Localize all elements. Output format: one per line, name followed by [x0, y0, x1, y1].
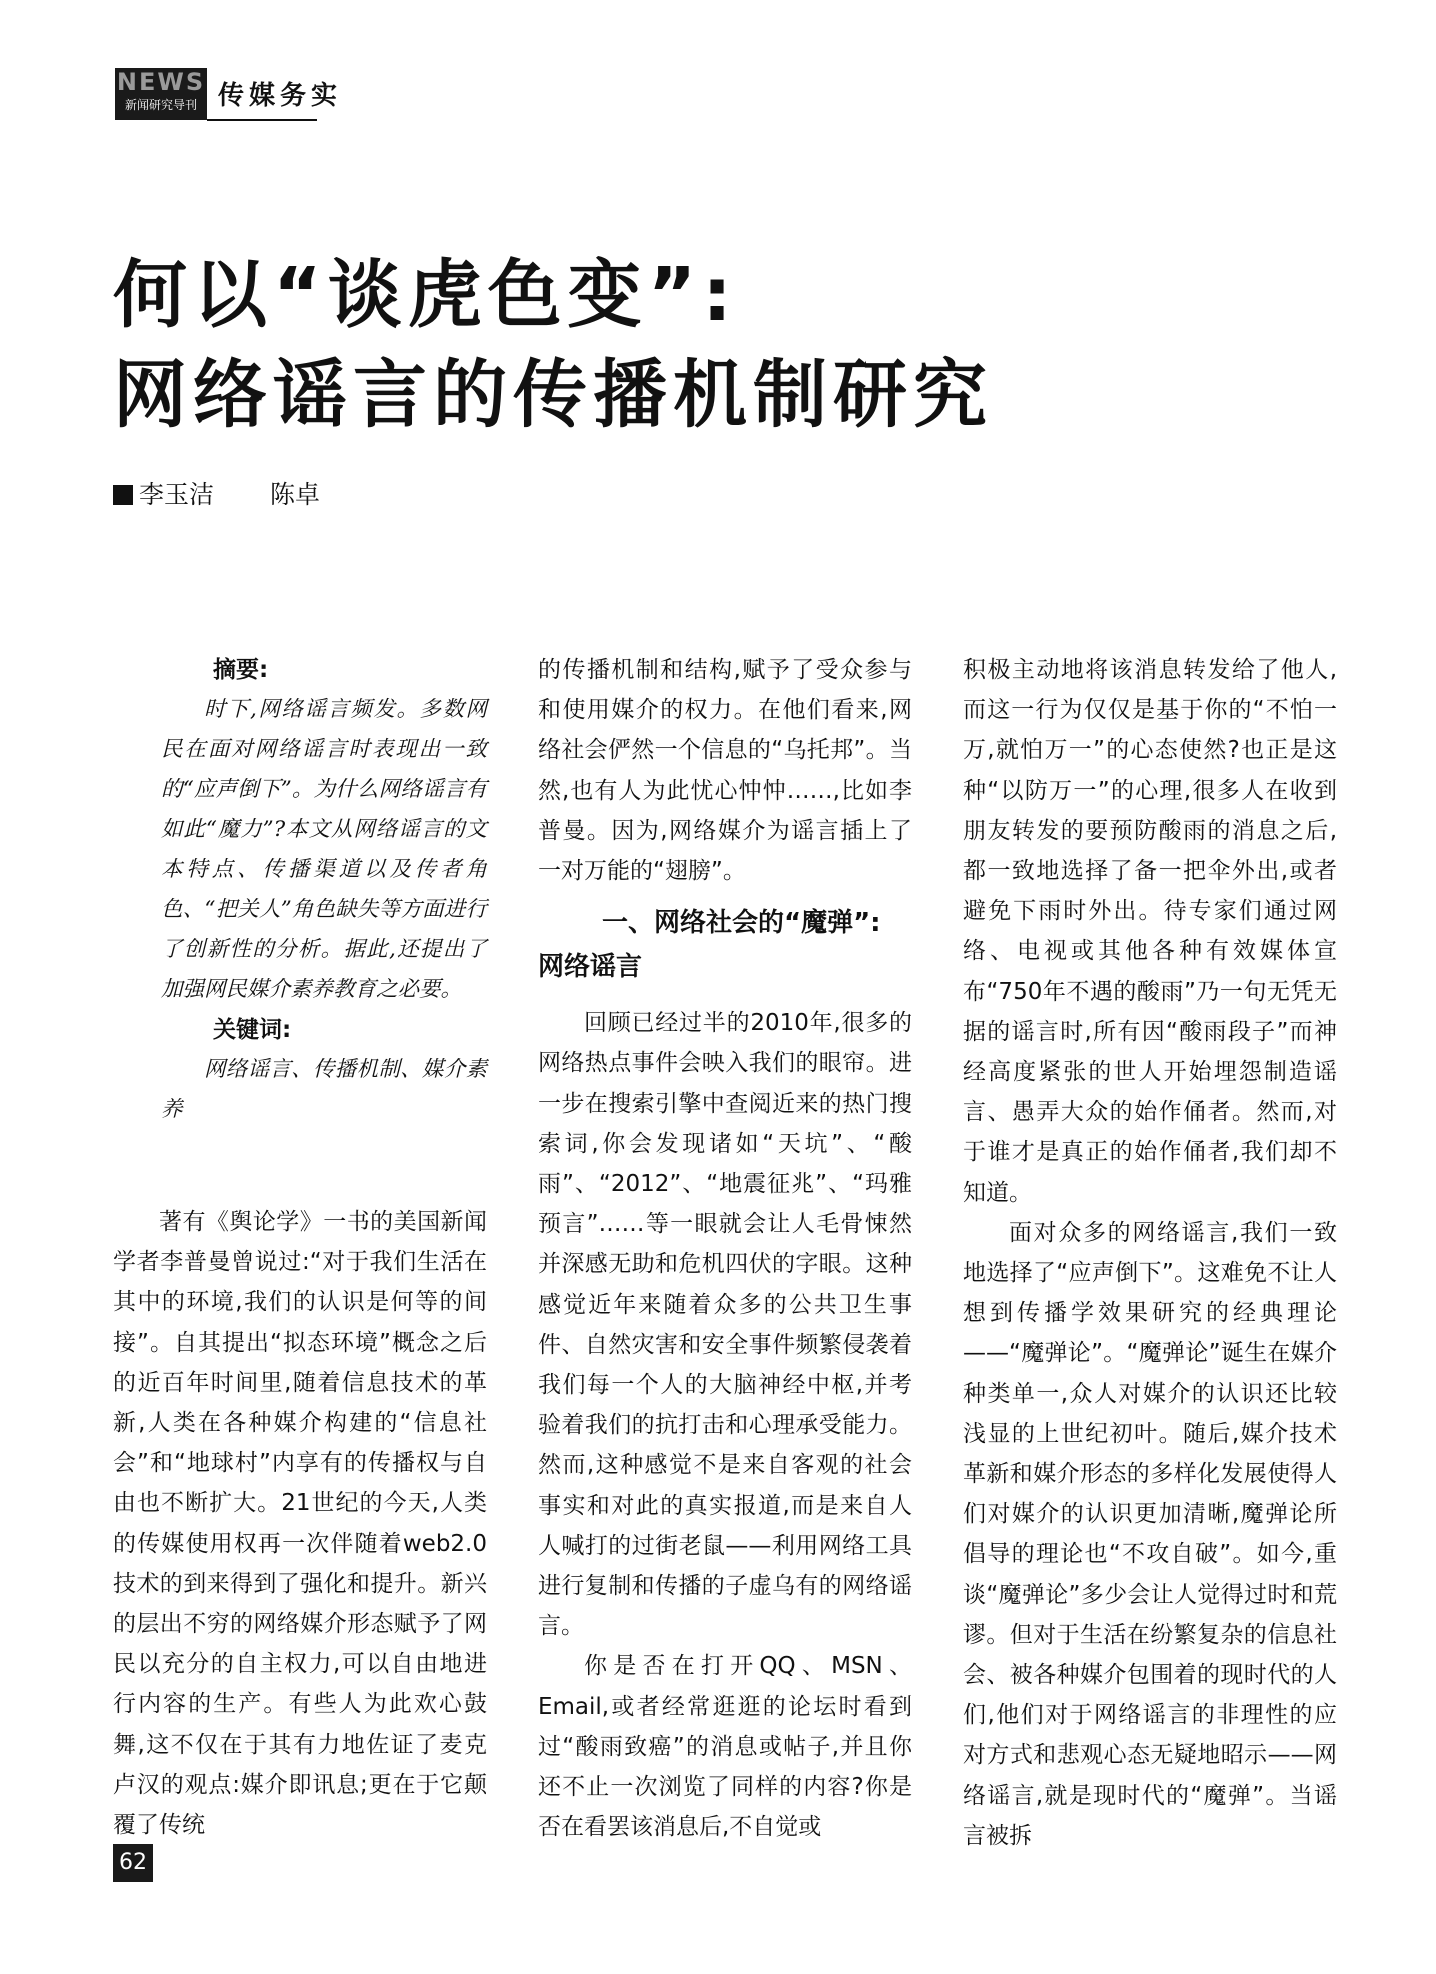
article-title	[113, 245, 993, 445]
section-1-title-line-1: 一、网络社会的“魔弹”:	[602, 908, 881, 939]
abstract-body: 时下,网络谣言频发。多数网民在面对网络谣言时表现出一致的“应声倒下”。为什么网络谣言有如此“魔力”?本文从网络谣言的文本特点、传播渠道以及传者角色、“把关人”角色缺失等方面进行了创新性的分析。据此,还提出了加强网民媒介素养教育之必要。	[161, 697, 487, 1002]
paragraph-5: 积极主动地将该消息转发给了他人,而这一行为仅仅是基于你的“不怕一万,就怕万一”的心态使然?也正是这种“以防万一”的心理,很多人在收到朋友转发的要预防酸雨的消息之后,都一致地选择了备一把伞外出,或者避免下雨时外出。待专家们通过网络、电视或其他各种有效媒体宣布“750年不遇的酸雨”乃一句无凭无据的谣言时,所有因“酸雨段子”而神经高度紧张的世人开始埋怨制造谣言、愚弄大众的始作俑者。然而,对于谁才是真正的始作俑者,我们却不知道。	[963, 657, 1337, 1206]
journal-logo	[115, 68, 207, 120]
title-line-1: 何以“谈虎色变”:	[113, 252, 738, 338]
title-line-2: 网络谣言的传播机制研究	[113, 352, 993, 438]
column-3	[963, 650, 1337, 1856]
section-1-heading	[538, 901, 912, 989]
page-number: 62	[113, 1844, 153, 1882]
logo-english: NEWS	[116, 68, 206, 96]
author-bullet-icon	[113, 485, 133, 505]
column-2	[538, 650, 912, 1847]
paragraph-1: 著有《舆论学》一书的美国新闻学者李普曼曾说过:“对于我们生活在其中的环境,我们的认识是何等的间接”。自其提出“拟态环境”概念之后的近百年时间里,随着信息技术的革新,人类在各种媒介构建的“信息社会”和“地球村”内享有的传播权与自由也不断扩大。21世纪的今天,人类的传媒使用权再一次伴随着web2.0技术的到来得到了强化和提升。新兴的层出不穷的网络媒介形态赋予了网民以充分的自主权力,可以自由地进行内容的生产。有些人为此欢心鼓舞,这不仅在于其有力地佐证了麦克卢汉的观点:媒介即讯息;更在于它颠覆了传统	[113, 1209, 487, 1839]
authors	[113, 477, 320, 513]
paragraph-6: 面对众多的网络谣言,我们一致地选择了“应声倒下”。这难免不让人想到传播学效果研究的经典理论——“魔弹论”。“魔弹论”诞生在媒介种类单一,众人对媒介的认识还比较浅显的上世纪初叶。随后,媒介技术革新和媒介形态的多样化发展使得人们对媒介的认识更加清晰,魔弹论所倡导的理论也“不攻自破”。如今,重谈“魔弹论”多少会让人觉得过时和荒谬。但对于生活在纷繁复杂的信息社会、被各种媒介包围着的现时代的人们,他们对于网络谣言的非理性的应对方式和悲观心态无疑地昭示——网络谣言,就是现时代的“魔弹”。当谣言被拆	[963, 1219, 1337, 1849]
paragraph-3: 回顾已经过半的2010年,很多的网络热点事件会映入我们的眼帘。进一步在搜索引擎中查阅近来的热门搜索词,你会发现诸如“天坑”、“酸雨”、“2012”、“地震征兆”、“玛雅预言”……等一眼就会让人毛骨悚然并深感无助和危机四伏的字眼。这种感觉近年来随着众多的公共卫生事件、自然灾害和安全事件频繁侵袭着我们每一个人的大脑神经中枢,并考验着我们的抗打击和心理承受能力。然而,这种感觉不是来自客观的社会事实和对此的真实报道,而是来自人人喊打的过街老鼠——利用网络工具进行复制和传播的子虚乌有的网络谣言。	[538, 1010, 912, 1640]
keywords-body: 网络谣言、传播机制、媒介素养	[161, 1057, 487, 1122]
spacer	[113, 1130, 487, 1202]
author-1: 李玉洁	[139, 480, 215, 509]
section-rule	[207, 119, 317, 121]
section-1-title-line-2: 网络谣言	[538, 952, 643, 983]
abstract-heading: 摘要:	[213, 657, 269, 683]
section-name: 传媒务实	[218, 81, 343, 111]
paragraph-4: 你是否在打开QQ、MSN、Email,或者经常逛逛的论坛时看到过“酸雨致癌”的消息或帖子,并且你还不止一次浏览了同样的内容?你是否在看罢该消息后,不自觉或	[538, 1653, 912, 1841]
paragraph-2: 的传播机制和结构,赋予了受众参与和使用媒介的权力。在他们看来,网络社会俨然一个信息的“乌托邦”。当然,也有人为此忧心忡忡……,比如李普曼。因为,网络媒介为谣言插上了一对万能的“翅膀”。	[538, 657, 912, 885]
logo-chinese: 新闻研究导刊	[124, 98, 197, 112]
column-1	[113, 650, 487, 1845]
keywords-heading: 关键词:	[213, 1017, 292, 1043]
author-2: 陈卓	[270, 480, 321, 509]
